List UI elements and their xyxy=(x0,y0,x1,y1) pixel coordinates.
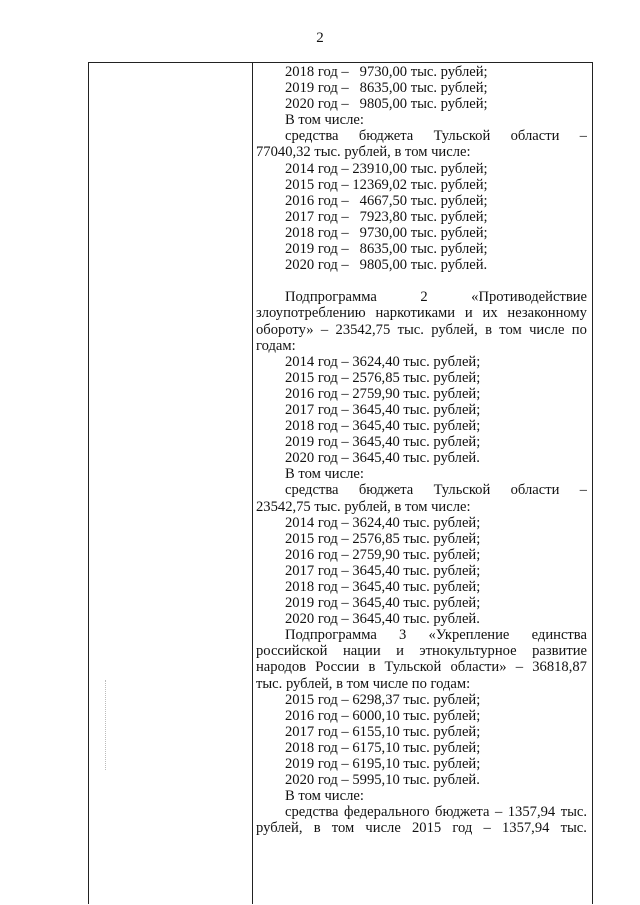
word: 23542,75 xyxy=(335,321,391,338)
word: – xyxy=(494,804,503,821)
word: народов xyxy=(256,659,307,676)
text-line xyxy=(256,804,587,820)
text-line: 2017 год – 6155,10 тыс. рублей; xyxy=(285,723,481,740)
word: в xyxy=(313,820,321,837)
text-line: 2019 год – 3645,40 тыс. рублей; xyxy=(285,595,481,612)
text-line: 2015 год – 2576,85 тыс. рублей; xyxy=(285,530,481,547)
text-line: 2016 год – 4667,50 тыс. рублей; xyxy=(285,192,488,209)
text-line: В том числе: xyxy=(285,788,364,805)
word: по xyxy=(571,321,587,338)
word: развитие xyxy=(532,643,587,660)
word: области» xyxy=(450,659,507,676)
word: бюджета xyxy=(358,482,414,499)
table-right-column xyxy=(256,64,587,837)
text-line xyxy=(256,820,587,836)
word: единства xyxy=(531,627,587,644)
page-number: 2 xyxy=(316,30,324,46)
text-line: тыс. рублей, в том числе по годам: xyxy=(256,675,471,692)
text-line: 77040,32 тыс. рублей, в том числе: xyxy=(256,144,471,161)
word: бюджета xyxy=(358,128,414,145)
word: том xyxy=(331,820,355,837)
text-line: 2019 год – 8635,00 тыс. рублей; xyxy=(285,80,488,97)
text-line: 2019 год – 8635,00 тыс. рублей; xyxy=(285,241,488,258)
text-line: 2018 год – 3645,40 тыс. рублей; xyxy=(285,418,481,435)
text-line: годам: xyxy=(256,337,296,354)
text-line: 2017 год – 3645,40 тыс. рублей; xyxy=(285,401,481,418)
word: числе xyxy=(365,820,401,837)
word: том xyxy=(499,321,522,338)
text-line: 2016 год – 6000,10 тыс. рублей; xyxy=(285,707,481,724)
text-line: 2014 год – 23910,00 тыс. рублей; xyxy=(285,160,488,177)
text-line xyxy=(256,627,587,643)
word: Подпрограмма xyxy=(285,289,377,306)
text-line: 2017 год – 3645,40 тыс. рублей; xyxy=(285,562,481,579)
word: тыс. xyxy=(397,321,424,338)
document-table xyxy=(88,62,593,904)
text-line: 2020 год – 9805,00 тыс. рублей. xyxy=(285,257,488,274)
text-line: 2015 год – 6298,37 тыс. рублей; xyxy=(285,691,481,708)
word: рублей, xyxy=(431,321,478,338)
text-line xyxy=(256,128,587,144)
text-line: 2018 год – 9730,00 тыс. рублей; xyxy=(285,224,488,241)
text-line: 2016 год – 2759,90 тыс. рублей; xyxy=(285,546,481,563)
word: средства xyxy=(285,128,339,145)
text-line: 2015 год – 2576,85 тыс. рублей; xyxy=(285,369,481,386)
word: 1357,94 xyxy=(507,804,556,821)
word: незаконному xyxy=(507,305,587,322)
word: 36818,87 xyxy=(532,659,587,676)
text-line: 2020 год – 5995,10 тыс. рублей. xyxy=(285,772,480,789)
word: 2 xyxy=(420,289,428,306)
word: Тульской xyxy=(433,482,491,499)
text-line: 2020 год – 9805,00 тыс. рублей; xyxy=(285,96,488,113)
word: федерального xyxy=(344,804,430,821)
word: Тульской xyxy=(384,659,442,676)
word: 2015 xyxy=(412,820,442,837)
text-line xyxy=(256,305,587,321)
word: области xyxy=(510,482,560,499)
word: 3 xyxy=(399,627,407,644)
word: рублей, xyxy=(256,820,303,837)
word: злоупотреблению xyxy=(256,305,366,322)
text-line: 2020 год – 3645,40 тыс. рублей. xyxy=(285,611,480,628)
word: – xyxy=(483,820,491,837)
text-line: 2015 год – 12369,02 тыс. рублей; xyxy=(285,176,488,193)
word: – xyxy=(320,321,329,338)
word: области xyxy=(510,128,560,145)
paragraph-gap xyxy=(256,273,587,289)
word: – xyxy=(579,128,587,145)
word: в xyxy=(485,321,492,338)
word: Подпрограмма xyxy=(285,627,377,644)
word: тыс. xyxy=(560,820,587,837)
word: в xyxy=(368,659,376,676)
text-line: 2014 год – 3624,40 тыс. рублей; xyxy=(285,514,481,531)
word: «Противодействие xyxy=(471,289,587,306)
word: числе xyxy=(529,321,565,338)
word: средства xyxy=(285,482,339,499)
word: «Укрепление xyxy=(428,627,510,644)
text-line: 2017 год – 7923,80 тыс. рублей; xyxy=(285,208,488,225)
scan-artifact-line xyxy=(105,680,106,770)
column-divider xyxy=(252,63,253,904)
word: Тульской xyxy=(433,128,491,145)
word: обороту» xyxy=(256,321,314,338)
word: бюджета xyxy=(435,804,490,821)
text-line: 2018 год – 6175,10 тыс. рублей; xyxy=(285,739,481,756)
text-line: 2018 год – 3645,40 тыс. рублей; xyxy=(285,579,481,595)
word: этнокультурное xyxy=(419,643,517,660)
text-line: В том числе: xyxy=(285,466,364,483)
word: российской xyxy=(256,643,328,660)
word: средства xyxy=(285,804,339,821)
text-line xyxy=(256,643,587,659)
word: и xyxy=(464,305,473,322)
text-line xyxy=(256,659,587,675)
word: год xyxy=(452,820,473,837)
text-line: 2018 год – 9730,00 тыс. рублей; xyxy=(285,64,488,80)
text-line xyxy=(256,322,587,338)
text-line: 2020 год – 3645,40 тыс. рублей. xyxy=(285,450,480,467)
word: 1357,94 xyxy=(501,820,550,837)
word: и xyxy=(396,643,404,660)
word: России xyxy=(315,659,360,676)
text-line: 2014 год – 3624,40 тыс. рублей; xyxy=(285,353,481,370)
text-line: 2019 год – 6195,10 тыс. рублей; xyxy=(285,756,481,773)
text-line xyxy=(256,289,587,305)
text-line xyxy=(256,482,587,498)
word: наркотиками xyxy=(375,305,456,322)
text-line: 23542,75 тыс. рублей, в том числе: xyxy=(256,498,471,515)
word: – xyxy=(515,659,524,676)
word: нации xyxy=(342,643,381,660)
word: тыс. xyxy=(560,804,587,821)
word: – xyxy=(579,482,587,499)
text-line: 2019 год – 3645,40 тыс. рублей; xyxy=(285,434,481,451)
text-line: В том числе: xyxy=(285,112,364,129)
word: их xyxy=(482,305,498,322)
text-line: 2016 год – 2759,90 тыс. рублей; xyxy=(285,385,481,402)
